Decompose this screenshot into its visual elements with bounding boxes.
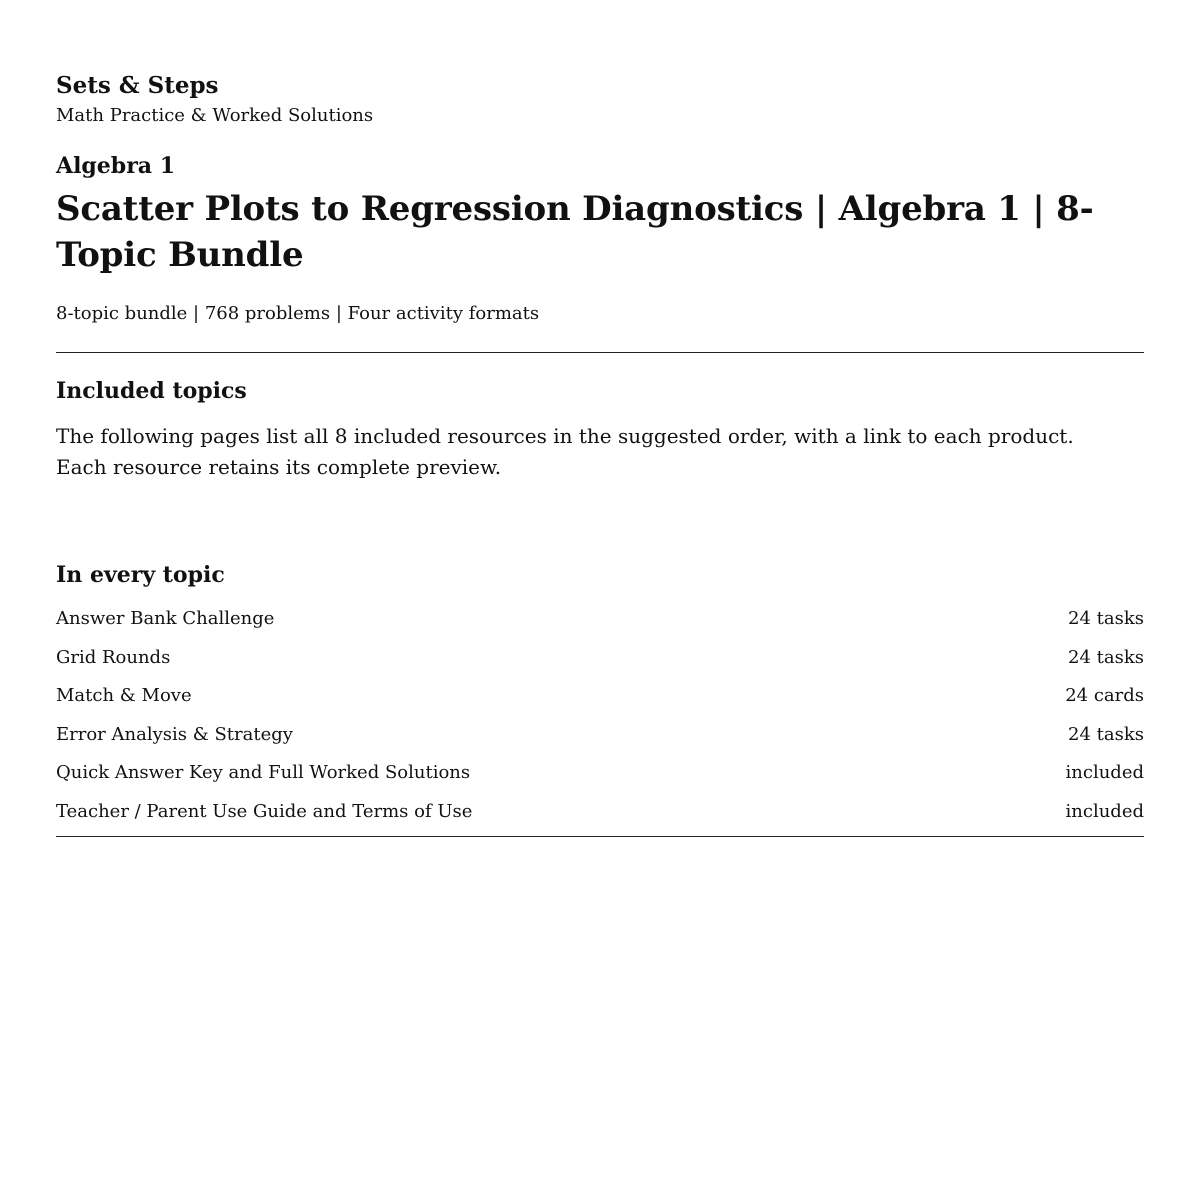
divider-top — [56, 352, 1144, 353]
brand-name: Sets & Steps — [56, 72, 219, 99]
included-topics-section — [56, 377, 1144, 483]
list-item-value: 24 tasks — [1068, 608, 1144, 629]
subject-label: Algebra 1 — [56, 153, 176, 179]
every-topic-list — [56, 607, 1144, 828]
list-item — [56, 684, 1144, 723]
list-item — [56, 607, 1144, 646]
list-item-label: Error Analysis & Strategy — [56, 723, 293, 745]
page-title: Scatter Plots to Regression Diagnostics | Algebra 1 | 8-Topic Bundle — [56, 189, 1094, 275]
every-topic-section — [56, 561, 1144, 828]
every-topic-heading: In every topic — [56, 562, 225, 588]
list-item — [56, 723, 1144, 762]
list-item — [56, 800, 1144, 828]
list-item-value: 24 cards — [1065, 685, 1144, 706]
list-item-label: Teacher / Parent Use Guide and Terms of Use — [56, 800, 473, 822]
list-item — [56, 646, 1144, 685]
list-item-label: Match & Move — [56, 685, 192, 706]
list-item-value: included — [1065, 762, 1144, 783]
list-item — [56, 761, 1144, 800]
list-item-value: included — [1065, 800, 1144, 822]
list-item-label: Grid Rounds — [56, 646, 171, 668]
list-item-value: 24 tasks — [1068, 723, 1144, 745]
included-topics-heading: Included topics — [56, 378, 247, 404]
brand-header — [56, 72, 1144, 128]
product-meta: 8-topic bundle | 768 problems | Four activity formats — [56, 303, 540, 324]
list-item-label: Answer Bank Challenge — [56, 608, 275, 629]
list-item-value: 24 tasks — [1068, 646, 1144, 668]
included-topics-body: The following pages list all 8 included resources in the suggested order, with a link to each product. Each resource retains its complete preview. — [56, 424, 1074, 479]
brand-tagline: Math Practice & Worked Solutions — [56, 105, 374, 126]
divider-bottom — [56, 836, 1144, 837]
list-item-label: Quick Answer Key and Full Worked Solutions — [56, 762, 471, 783]
